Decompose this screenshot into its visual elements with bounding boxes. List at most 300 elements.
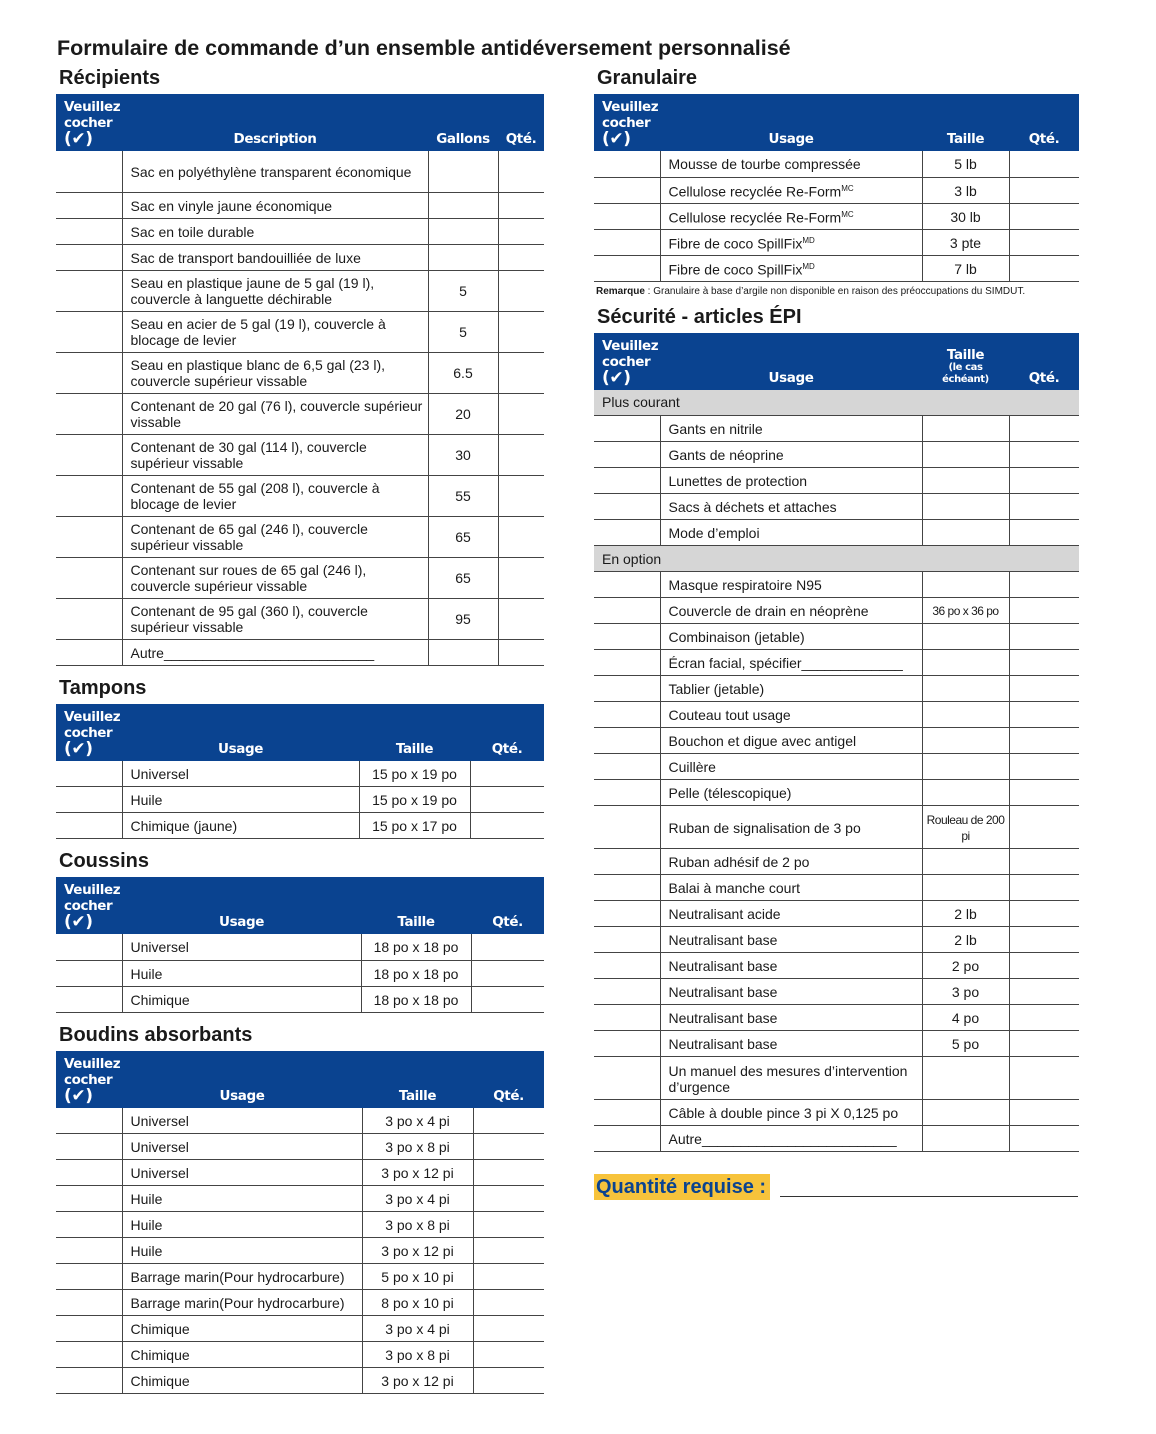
check-header: Veuillez cocher (✔): [56, 1051, 122, 1108]
quantity-label: Quantité requise :: [594, 1174, 770, 1200]
qty-cell[interactable]: [1009, 1126, 1079, 1152]
qty-cell[interactable]: [498, 516, 544, 557]
size-cell: 3 po x 4 pi: [362, 1108, 473, 1134]
size-cell: 15 po x 19 po: [359, 761, 470, 787]
check-cell[interactable]: [594, 494, 660, 520]
check-cell[interactable]: [56, 1368, 122, 1394]
table-row: [56, 393, 544, 434]
usage-cell: Balai à manche court: [660, 875, 922, 901]
size-cell: 15 po x 17 po: [359, 813, 470, 839]
check-cell[interactable]: [56, 1264, 122, 1290]
check-cell[interactable]: [56, 1186, 122, 1212]
check-cell[interactable]: [56, 787, 122, 813]
granulaire-table: [594, 94, 1079, 282]
qty-cell[interactable]: [470, 813, 544, 839]
size-cell: 5 po x 10 pi: [362, 1264, 473, 1290]
qty-cell[interactable]: [1009, 676, 1079, 702]
check-cell[interactable]: [56, 516, 122, 557]
check-cell[interactable]: [56, 761, 122, 787]
check-cell[interactable]: [594, 1100, 660, 1126]
check-cell[interactable]: [56, 475, 122, 516]
size-cell: [922, 754, 1009, 780]
table-row: [594, 255, 1079, 281]
usage-cell: Chimique: [122, 1316, 362, 1342]
qty-cell[interactable]: [498, 311, 544, 352]
gallons-cell: 65: [428, 557, 498, 598]
check-cell[interactable]: [56, 1134, 122, 1160]
size-cell: 7 lb: [922, 255, 1009, 281]
table-row: [56, 1238, 544, 1264]
qty-cell[interactable]: [1009, 229, 1079, 255]
check-cell[interactable]: [594, 728, 660, 754]
table-row: [56, 311, 544, 352]
qty-cell[interactable]: [1009, 650, 1079, 676]
qty-cell[interactable]: [473, 1342, 544, 1368]
qty-cell[interactable]: [1009, 598, 1079, 624]
qty-cell[interactable]: [1009, 754, 1079, 780]
size-cell: 5 lb: [922, 151, 1009, 177]
check-cell[interactable]: [56, 311, 122, 352]
description-cell: Seau en plastique jaune de 5 gal (19 l), couvercle à languette déchirable: [122, 270, 428, 311]
coussins-title: Coussins: [59, 850, 150, 872]
check-header: Veuillez cocher (✔): [594, 333, 660, 390]
size-cell: 3 po x 12 pi: [362, 1238, 473, 1264]
qty-cell[interactable]: [1009, 177, 1079, 203]
check-cell[interactable]: [56, 151, 122, 192]
usage-header: Usage: [660, 333, 922, 390]
size-header: Taille: [361, 877, 471, 934]
check-cell[interactable]: [594, 416, 660, 442]
table-row: [56, 557, 544, 598]
table-row: [56, 1290, 544, 1316]
check-cell[interactable]: [594, 901, 660, 927]
check-cell[interactable]: [594, 676, 660, 702]
description-cell: Sac en polyéthylène transparent économique: [122, 151, 428, 192]
check-cell[interactable]: [56, 244, 122, 270]
qty-cell[interactable]: [1009, 849, 1079, 875]
qty-cell[interactable]: [1009, 927, 1079, 953]
check-cell[interactable]: [56, 1212, 122, 1238]
table-row: [594, 416, 1079, 442]
size-cell: [922, 1057, 1009, 1100]
qty-cell[interactable]: [1009, 875, 1079, 901]
size-cell: 18 po x 18 po: [361, 960, 471, 986]
table-row: [56, 218, 544, 244]
check-cell[interactable]: [56, 813, 122, 839]
qty-cell[interactable]: [498, 270, 544, 311]
granulaire-note: Remarque : Granulaire à base d’argile non disponible en raison des préoccupations du SIMDUT.: [596, 285, 1026, 297]
checkmark-icon: (✔): [64, 129, 93, 149]
table-row: [56, 813, 544, 839]
check-cell[interactable]: [594, 255, 660, 281]
qty-cell[interactable]: [498, 352, 544, 393]
table-row: [594, 780, 1079, 806]
qty-cell[interactable]: [498, 475, 544, 516]
usage-cell: Huile: [122, 1238, 362, 1264]
qty-cell[interactable]: [471, 986, 544, 1012]
size-cell: 18 po x 18 po: [361, 934, 471, 960]
qty-cell[interactable]: [498, 218, 544, 244]
table-row: [56, 1186, 544, 1212]
table-row: [594, 875, 1079, 901]
check-cell[interactable]: [56, 1238, 122, 1264]
size-cell: [922, 494, 1009, 520]
check-cell[interactable]: [594, 650, 660, 676]
usage-cell: Universel: [122, 934, 361, 960]
usage-cell: Universel: [122, 1134, 362, 1160]
gallons-cell: [428, 218, 498, 244]
size-cell: 3 po x 12 pi: [362, 1368, 473, 1394]
check-cell[interactable]: [56, 1342, 122, 1368]
usage-cell: Sacs à déchets et attaches: [660, 494, 922, 520]
recipients-table: [56, 94, 544, 666]
size-header: Taille: [362, 1051, 473, 1108]
usage-cell: Masque respiratoire N95: [660, 572, 922, 598]
size-header: Taille: [922, 94, 1009, 151]
size-cell: 3 po x 4 pi: [362, 1186, 473, 1212]
table-row: [594, 572, 1079, 598]
size-cell: [922, 849, 1009, 875]
table-row: [56, 787, 544, 813]
gallons-cell: [428, 244, 498, 270]
qty-cell[interactable]: [1009, 494, 1079, 520]
table-row: [594, 953, 1079, 979]
qty-cell[interactable]: [1009, 901, 1079, 927]
size-cell: 36 po x 36 po: [922, 598, 1009, 624]
group-row: [594, 390, 1079, 416]
description-cell: Autre___________________________: [122, 639, 428, 665]
check-cell[interactable]: [594, 875, 660, 901]
qty-cell[interactable]: [498, 244, 544, 270]
size-cell: [922, 1100, 1009, 1126]
qty-cell[interactable]: [498, 192, 544, 218]
check-cell[interactable]: [56, 960, 122, 986]
description-cell: Contenant de 20 gal (76 l), couvercle supérieur vissable: [122, 393, 428, 434]
qty-header: Qté.: [473, 1051, 544, 1108]
qty-cell[interactable]: [1009, 255, 1079, 281]
check-cell[interactable]: [594, 624, 660, 650]
gallons-cell: [428, 151, 498, 192]
check-cell[interactable]: [56, 352, 122, 393]
size-cell: 3 po x 8 pi: [362, 1342, 473, 1368]
table-row: [594, 203, 1079, 229]
usage-cell: Universel: [122, 761, 359, 787]
usage-cell: Câble à double pince 3 pi X 0,125 po: [660, 1100, 922, 1126]
qty-header: Qté.: [498, 94, 544, 151]
check-cell[interactable]: [56, 393, 122, 434]
usage-cell: Neutralisant base: [660, 1005, 922, 1031]
gallons-cell: 6.5: [428, 352, 498, 393]
qty-cell[interactable]: [473, 1186, 544, 1212]
qty-cell[interactable]: [498, 598, 544, 639]
table-row: [56, 151, 544, 192]
usage-cell: Lunettes de protection: [660, 468, 922, 494]
table-row: [594, 1031, 1079, 1057]
usage-cell: Cellulose recyclée Re-Form$^{MC}$: [660, 177, 922, 203]
table-row: [594, 624, 1079, 650]
qty-header: Qté.: [1009, 94, 1079, 151]
usage-cell: Tablier (jetable): [660, 676, 922, 702]
table-row: [594, 442, 1079, 468]
check-cell[interactable]: [594, 849, 660, 875]
check-cell[interactable]: [594, 1126, 660, 1152]
gallons-cell: 5: [428, 270, 498, 311]
check-cell[interactable]: [56, 639, 122, 665]
size-cell: 4 po: [922, 1005, 1009, 1031]
size-cell: [922, 624, 1009, 650]
table-row: [56, 352, 544, 393]
usage-cell: Cuillère: [660, 754, 922, 780]
size-cell: 3 pte: [922, 229, 1009, 255]
check-cell[interactable]: [594, 1031, 660, 1057]
table-row: [594, 598, 1079, 624]
check-header: Veuillez cocher (✔): [56, 877, 122, 934]
table-row: [594, 1005, 1079, 1031]
table-row: [594, 151, 1079, 177]
granulaire-title: Granulaire: [597, 67, 698, 89]
usage-header: Usage: [122, 1051, 362, 1108]
gallons-cell: 30: [428, 434, 498, 475]
check-cell[interactable]: [594, 151, 660, 177]
gallons-cell: 95: [428, 598, 498, 639]
qty-cell[interactable]: [1009, 468, 1079, 494]
check-cell[interactable]: [56, 598, 122, 639]
usage-cell: Barrage marin(Pour hydrocarbure): [122, 1264, 362, 1290]
usage-cell: Chimique (jaune): [122, 813, 359, 839]
qty-cell[interactable]: [1009, 1100, 1079, 1126]
size-cell: Rouleau de 200 pi: [922, 806, 1009, 849]
usage-cell: Chimique: [122, 1342, 362, 1368]
check-cell[interactable]: [56, 1290, 122, 1316]
description-cell: Sac de transport bandouilliée de luxe: [122, 244, 428, 270]
table-row: [594, 177, 1079, 203]
qty-cell[interactable]: [498, 557, 544, 598]
qty-cell[interactable]: [1009, 979, 1079, 1005]
check-cell[interactable]: [594, 229, 660, 255]
table-row: [56, 960, 544, 986]
description-cell: Sac en vinyle jaune économique: [122, 192, 428, 218]
recipients-title: Récipients: [59, 67, 161, 89]
securite-table: [594, 333, 1079, 1153]
usage-cell: Mode d’emploi: [660, 520, 922, 546]
usage-cell: Couvercle de drain en néoprène: [660, 598, 922, 624]
size-cell: 3 po x 4 pi: [362, 1316, 473, 1342]
qty-cell[interactable]: [1009, 624, 1079, 650]
securite-title: Sécurité - articles ÉPI: [597, 305, 802, 328]
usage-cell: Universel: [122, 1160, 362, 1186]
check-cell[interactable]: [56, 934, 122, 960]
qty-cell[interactable]: [1009, 520, 1079, 546]
size-cell: 2 lb: [922, 927, 1009, 953]
table-row: [56, 598, 544, 639]
description-cell: Contenant sur roues de 65 gal (246 l), couvercle supérieur vissable: [122, 557, 428, 598]
usage-header: Usage: [660, 94, 922, 151]
table-row: [594, 229, 1079, 255]
qty-cell[interactable]: [473, 1238, 544, 1264]
qty-cell[interactable]: [1009, 203, 1079, 229]
gallons-cell: [428, 639, 498, 665]
usage-cell: Universel: [122, 1108, 362, 1134]
checkmark-icon: (✔): [602, 367, 631, 388]
usage-cell: Gants de néoprine: [660, 442, 922, 468]
qty-cell[interactable]: [473, 1212, 544, 1238]
usage-cell: Fibre de coco SpillFix$^{MD}$: [660, 255, 922, 281]
qty-cell[interactable]: [1009, 806, 1079, 849]
qty-cell[interactable]: [1009, 151, 1079, 177]
right-column: [594, 64, 1079, 1152]
usage-cell: Combinaison (jetable): [660, 624, 922, 650]
qty-cell[interactable]: [471, 960, 544, 986]
check-cell[interactable]: [56, 986, 122, 1012]
check-cell[interactable]: [594, 177, 660, 203]
quantity-input-line[interactable]: [780, 1196, 1078, 1197]
qty-cell[interactable]: [1009, 1057, 1079, 1100]
size-cell: [922, 676, 1009, 702]
check-cell[interactable]: [594, 702, 660, 728]
check-cell[interactable]: [56, 218, 122, 244]
usage-cell: Gants en nitrile: [660, 416, 922, 442]
usage-cell: Fibre de coco SpillFix$^{MD}$: [660, 229, 922, 255]
qty-cell[interactable]: [1009, 702, 1079, 728]
size-cell: [922, 416, 1009, 442]
check-cell[interactable]: [594, 203, 660, 229]
size-cell: 2 po: [922, 953, 1009, 979]
gallons-cell: 20: [428, 393, 498, 434]
qty-cell[interactable]: [473, 1290, 544, 1316]
size-cell: [922, 875, 1009, 901]
check-cell[interactable]: [594, 598, 660, 624]
qty-cell[interactable]: [498, 434, 544, 475]
qty-cell[interactable]: [470, 787, 544, 813]
check-cell[interactable]: [594, 754, 660, 780]
size-cell: 30 lb: [922, 203, 1009, 229]
size-cell: 15 po x 19 po: [359, 787, 470, 813]
gallons-cell: [428, 192, 498, 218]
table-row: [594, 468, 1079, 494]
page-title: Formulaire de commande d’un ensemble antidéversement personnalisé: [57, 36, 791, 60]
description-cell: Contenant de 55 gal (208 l), couvercle à blocage de levier: [122, 475, 428, 516]
usage-cell: Cellulose recyclée Re-Form$^{MC}$: [660, 203, 922, 229]
check-header: Veuillez cocher (✔): [594, 94, 660, 151]
check-cell[interactable]: [56, 1316, 122, 1342]
left-column: [56, 64, 544, 1394]
checkmark-icon: (✔): [64, 1085, 93, 1106]
description-header: Description: [122, 94, 428, 151]
table-row: [56, 639, 544, 665]
size-cell: 18 po x 18 po: [361, 986, 471, 1012]
qty-cell[interactable]: [1009, 572, 1079, 598]
qty-cell[interactable]: [498, 393, 544, 434]
table-row: [56, 1368, 544, 1394]
check-header: Veuillez cocher (✔): [56, 94, 122, 151]
qty-cell[interactable]: [470, 761, 544, 787]
usage-cell: Neutralisant base: [660, 1031, 922, 1057]
check-cell[interactable]: [594, 953, 660, 979]
qty-cell[interactable]: [1009, 442, 1079, 468]
table-row: [56, 1212, 544, 1238]
qty-cell[interactable]: [473, 1264, 544, 1290]
check-cell[interactable]: [56, 434, 122, 475]
table-row: [594, 494, 1079, 520]
qty-cell[interactable]: [471, 934, 544, 960]
table-row: [56, 761, 544, 787]
table-row: [56, 270, 544, 311]
size-cell: [922, 520, 1009, 546]
usage-cell: Neutralisant base: [660, 927, 922, 953]
gallons-cell: 65: [428, 516, 498, 557]
description-cell: Seau en acier de 5 gal (19 l), couvercle à blocage de levier: [122, 311, 428, 352]
qty-cell[interactable]: [1009, 416, 1079, 442]
check-cell[interactable]: [56, 192, 122, 218]
qty-cell[interactable]: [1009, 728, 1079, 754]
table-row: [56, 1342, 544, 1368]
table-row: [594, 676, 1079, 702]
size-header: Taille: [359, 704, 470, 761]
check-cell[interactable]: [56, 270, 122, 311]
qty-cell[interactable]: [473, 1134, 544, 1160]
qty-cell[interactable]: [473, 1160, 544, 1186]
usage-header: Usage: [122, 877, 361, 934]
usage-cell: Pelle (télescopique): [660, 780, 922, 806]
check-cell[interactable]: [594, 1057, 660, 1100]
check-cell[interactable]: [56, 557, 122, 598]
description-cell: Seau en plastique blanc de 6,5 gal (23 l), couvercle supérieur vissable: [122, 352, 428, 393]
table-row: [56, 986, 544, 1012]
table-row: [56, 1108, 544, 1134]
qty-header: Qté.: [471, 877, 544, 934]
usage-cell: Huile: [122, 1212, 362, 1238]
check-cell[interactable]: [594, 468, 660, 494]
usage-cell: Ruban adhésif de 2 po: [660, 849, 922, 875]
qty-cell[interactable]: [1009, 780, 1079, 806]
check-cell[interactable]: [594, 806, 660, 849]
check-cell[interactable]: [594, 442, 660, 468]
table-row: [594, 927, 1079, 953]
table-row: [594, 1057, 1079, 1100]
usage-cell: Autre_________________________: [660, 1126, 922, 1152]
qty-cell[interactable]: [1009, 953, 1079, 979]
qty-cell[interactable]: [473, 1368, 544, 1394]
check-cell[interactable]: [594, 520, 660, 546]
check-cell[interactable]: [594, 780, 660, 806]
check-cell[interactable]: [594, 572, 660, 598]
table-row: [56, 434, 544, 475]
gallons-cell: 5: [428, 311, 498, 352]
qty-cell[interactable]: [498, 639, 544, 665]
check-cell[interactable]: [56, 1108, 122, 1134]
table-row: [594, 728, 1079, 754]
usage-cell: Huile: [122, 787, 359, 813]
qty-cell[interactable]: [473, 1316, 544, 1342]
gallons-cell: 55: [428, 475, 498, 516]
qty-cell[interactable]: [1009, 1005, 1079, 1031]
size-cell: [922, 702, 1009, 728]
check-cell[interactable]: [594, 927, 660, 953]
group-label: Plus courant: [594, 390, 1079, 416]
qty-cell[interactable]: [1009, 1031, 1079, 1057]
size-cell: [922, 728, 1009, 754]
usage-cell: Neutralisant base: [660, 979, 922, 1005]
qty-cell[interactable]: [498, 151, 544, 192]
usage-cell: Neutralisant acide: [660, 901, 922, 927]
table-row: [56, 1316, 544, 1342]
check-cell[interactable]: [594, 979, 660, 1005]
check-cell[interactable]: [594, 1005, 660, 1031]
description-cell: Contenant de 65 gal (246 l), couvercle supérieur vissable: [122, 516, 428, 557]
qty-cell[interactable]: [473, 1108, 544, 1134]
table-row: [594, 1100, 1079, 1126]
check-cell[interactable]: [56, 1160, 122, 1186]
